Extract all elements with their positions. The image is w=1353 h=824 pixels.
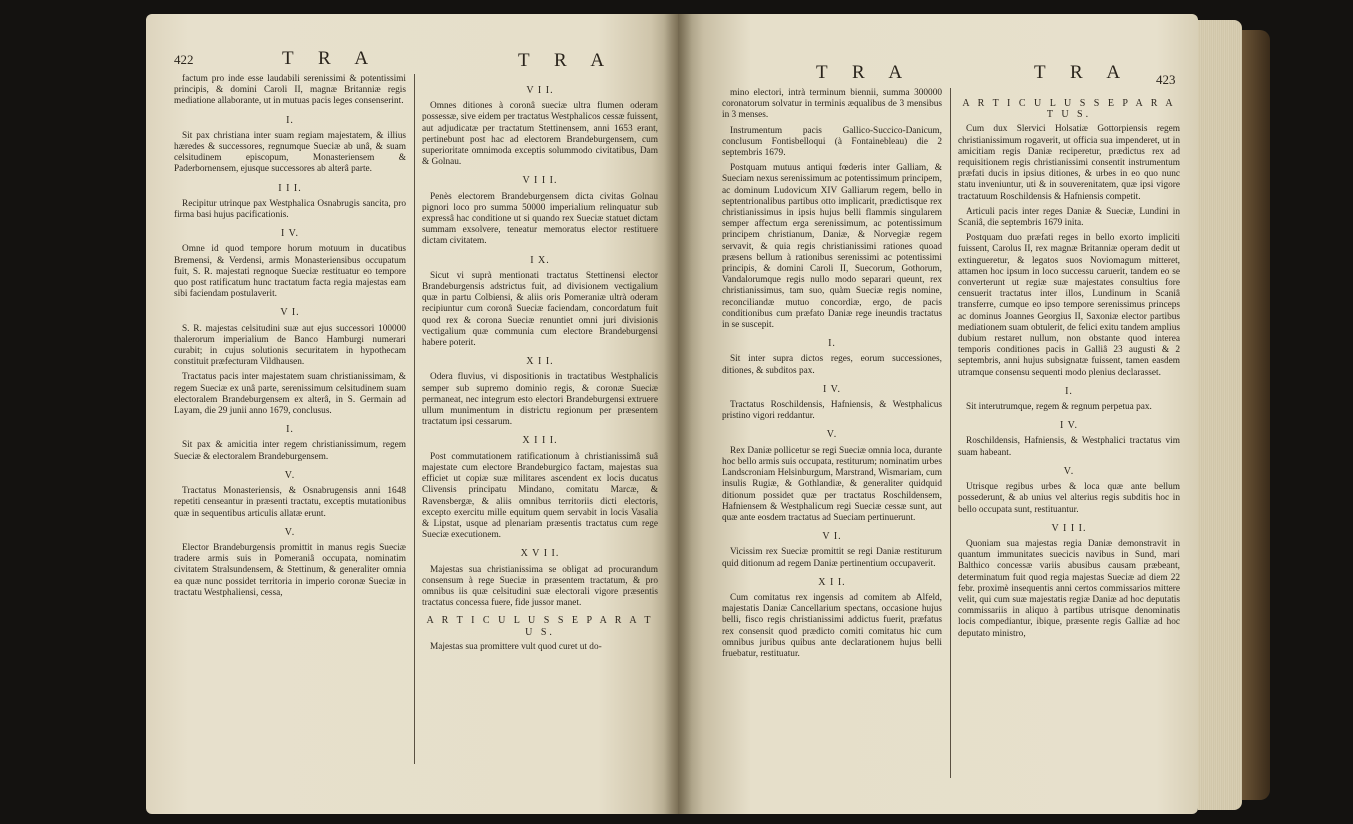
paragraph: Odera fluvius, vi dispositionis in tractatibus Westphalicis semper sub supremo dominio regis, & coronæ Sueciæ permaneat, nec integrum esto electori Brandeburgensi extruere ullum munimentum in districtu regionum per præsentem tractatum ipsi cessarum.: [422, 372, 658, 428]
paragraph: Articuli pacis inter reges Daniæ & Sueciæ, Lundini in Scaniâ, die septembris 1679 inita.: [958, 206, 1180, 229]
article-heading: X I I I.: [522, 435, 558, 447]
paragraph: Sit interutrumque, regem & regnum perpetua pax.: [966, 402, 1152, 413]
column-rule: [950, 88, 951, 778]
page-edges: [1198, 20, 1242, 810]
article-heading: I.: [286, 114, 294, 126]
article-heading: V I.: [280, 307, 300, 319]
paragraph: Majestas sua promittere vult quod curet ut do-: [430, 641, 602, 652]
article-heading: I V.: [1059, 420, 1079, 432]
paragraph: Omnes ditiones à coronâ sueciæ ultra flumen oderam possessæ, sive eidem per tractatus Westphalicos cessæ fuissent, aut adjudicatæ per tractatum Stettinensem, anni 1653 erant, pertinebunt post hac ad electorem Brandeburgensem, cum superioritate omnimoda exceptis solummodo civitatibus, Dam & Golnau.: [422, 101, 658, 168]
paragraph: Sit pax christiana inter suam regiam majestatem, & illius hæredes & successores, regnumque Sueciæ ab unâ, & suam celsitudinem episcopum, Monasteriensem & Paderbornensem, ejusque successores ab alterâ parte.: [174, 130, 406, 175]
article-heading: V I I I.: [1051, 522, 1087, 534]
paragraph: Postquam mutuus antiqui fœderis inter Galliam, & Sueciam nexus serenissimum ac potentissimum principem, ac dominum Ludovicum XIV Galliarum regem, bello in septentrionalibus partibus otto implicarit, prædictisque rex christianissimus in ipsis hujus belli flammis singularem semper affectum erga serenissimum, ac potentissimum principem christianum, Daniæ, & Norvegiæ regem servavit, & quia regis christianissimi rationes quoad præsens bellum à rationibus serenissimi ac potentissimi principis, & domini Caroli II, Suecorum, Gothorum, Vandalorumque regis nullo modo separari queunt, rex christianissimus, tam suo, quàm Sueciæ regis nomine, reconciliandæ mutuo concordiæ, ergo, de pacis conditionibus cum præfato Daniæ rege ineundis tractatus in se suscepit.: [722, 163, 942, 331]
paragraph: Rex Daniæ pollicetur se regi Sueciæ omnia loca, durante hoc bello armis suis occupata, restiturum; nominatim urbes Landscroniam Helsinburgum, Marstrand, Wismariam, cum insulis Rugiæ, & Gothlandiæ, & generaliter quidquid ditionum possidet quæ per tractatus Roschildensem, Hafniensem & Westphalicum regi Sueciæ cessæ sunt, aut quæ ante eosdem tractatus ad Sueciam pertinuerunt.: [722, 445, 942, 523]
paragraph: Vicissim rex Sueciæ promittit se regi Daniæ restiturum quid ditionum ad regem Daniæ pertinentium occupaverit.: [722, 547, 942, 569]
page-number-right: 423: [1156, 72, 1176, 87]
paragraph: Roschildensis, Hafniensis, & Westphalici tractatus vim suam habeant.: [958, 436, 1180, 458]
paragraph: S. R. majestas celsitudini suæ aut ejus successori 100000 thalerorum imperialium de Banco Hamburgi numerari curabit; in cujus solutionis securitatem in hypothecam constituit præfecturam Vildhausen.: [174, 323, 406, 368]
article-heading: I V.: [822, 383, 842, 395]
running-head-left-center: T R A: [518, 50, 615, 71]
article-heading: V I I.: [526, 85, 554, 96]
article-heading: I.: [286, 424, 294, 436]
paragraph: Quoniam sua majestas regia Daniæ demonstravit in quantum immunitates suecicis navibus in Sund, mari Balthico concessæ variis abusibus causam præbeant, determinatum fuit quod regia majestas Sueciæ ad diem 22 febr. proximè insequentis anni certos commissarios mittere velit, qui cum suæ majestatis regiæ Daniæ ad hoc deputatis commissariis in aliquo à partibus utrisque denominatis locis compediantur, ibique, præsente regis Galliæ ad hoc deputato ministro,: [958, 538, 1180, 639]
paragraph: Cum comitatus rex ingensis ad comitem ab Alfeld, majestatis Daniæ Cancellarium spectans, occasione hujus belli, fisco regis christianissimi addictus fuerit, præfatus rex consensit quod prædicto comiti comitatus hic cum omnibus juribus quibus ante declarationem hujus belli fruebatur, restituatur.: [722, 592, 942, 659]
paragraph: mino electori, intrà terminum biennii, summa 300000 coronatorum solvatur in terminis æqualibus de 3 mensibus in 3 menses.: [722, 88, 942, 121]
article-heading: X I I.: [818, 576, 846, 588]
page-number-left: 422: [174, 52, 194, 67]
paragraph: Recipitur utrinque pax Westphalica Osnabrugis sancita, pro firma basi hujus pacificationis.: [174, 198, 406, 221]
book-cover-edge: [1242, 30, 1270, 800]
running-head-left: T R A: [282, 48, 379, 69]
article-heading: V.: [284, 469, 296, 481]
right-column-2: [958, 92, 1180, 644]
article-heading: V I.: [822, 531, 842, 543]
left-column-2: [422, 78, 658, 657]
article-heading: X I I.: [526, 356, 554, 368]
column-rule: [414, 74, 415, 764]
article-heading: V.: [284, 526, 296, 538]
paragraph: Elector Brandeburgensis promittit in manus regis Sueciæ tradere armis suis in Pomeraniâ occupata, nominatim civitatem Stralsundensem, & Stettinum, & generaliter omnia ea quæ nunc possidet territoria in imperio coronæ Sueciæ in tractatu Westphaliensi, cessa,: [174, 542, 406, 598]
article-heading: X V I I.: [520, 548, 560, 560]
left-page: [146, 14, 678, 814]
article-heading: I X.: [530, 254, 550, 266]
article-heading: I V.: [280, 228, 300, 240]
separate-article-heading: A R T I C U L U S S E P A R A T U S.: [426, 615, 654, 638]
paragraph: Omne id quod tempore horum motuum in ducatibus Bremensi, & Verdensi, armis Monasteriensibus occupatum fuit, S. R. majestati regnoque Sueciæ restituatur eo tempore quo post ratificatum hunc tractatum facta regia majestas eam sibi faciendam postulaverit.: [174, 244, 406, 300]
paragraph: Instrumentum pacis Gallico-Succico-Danicum, conclusum Fontisbelloqui (à Fontainebleau) die 2 septembris 1679.: [722, 125, 942, 159]
article-heading: I.: [1065, 385, 1073, 397]
article-heading: V.: [1063, 465, 1075, 477]
paragraph: Utrisque regibus urbes & loca quæ ante bellum possederunt, & ab unius vel alterius regis subditis hoc in bello occupata sunt, restituantur.: [958, 482, 1180, 515]
paragraph: Cum dux Slervici Holsatiæ Gottorpiensis regem christianissimum rogaverit, ut officia sua impenderet, ut in amicitiam regis Daniæ reciperetur, prædictus rex ad requisitionem regis christianissimi consentit instrumentum præfati ducis in ipsius ditiones, & urbes in eo quo nunc statu inveniuntur, uti & in souverenitatem, quæ ipsi vigore tractatuum Roschildensis & Hafniensis competit.: [958, 124, 1180, 202]
paragraph: Postquam duo præfati reges in bello exorto impliciti fuissent, Carolus II, rex magnæ Britanniæ operam dedit ut extingueretur, & legatos suos Noviomagum mitteret, attamen hoc ipsum in loco successu caruerit, tandem eo se converterunt ut regiæ suæ majestates consultius fore censuerit tractatus inter illos, Lundinum in Scaniâ transferre, cumque eo ipso tempore serenissimus princeps ac dominus Joannes Georgius II, Saxoniæ elector partibus mediationem suam obtulerit, de felici exitu tandem amplius dubium restaret nullum, non obstante quod interea temporis conditiones pacis in Galliâ 23 augusti & 2 septembris, anni hujus subsignatæ fuissent, tamen easdem utramque consensu sequenti modo plenius declarasset.: [958, 233, 1180, 378]
right-column-1: [722, 88, 942, 664]
separate-article-heading: A R T I C U L U S S E P A R A T U S.: [962, 98, 1176, 121]
paragraph: Tractatus Monasteriensis, & Osnabrugensis anni 1648 repetiti censeantur in præsenti tractatu, exceptis mutationibus quæ in sequentibus articulis allatæ erunt.: [174, 486, 406, 519]
paragraph: Sicut vi suprà mentionati tractatus Stettinensi elector Brandeburgensis adstrictus fuit, ad divisionem vectigalium quæ in partu Colbiensi, & aliis oris Pomeraniæ ultrà oderam recipiuntur cum coronâ Sueciæ faciendam, concordatum fuit quod rex & corona Sueciæ renuntiet omni juri divisionis vectigalium quæ communia cum electore Brandeburgensi habere poterit.: [422, 270, 658, 349]
article-heading: I.: [828, 338, 836, 350]
paragraph: Majestas sua christianissima se obligat ad procurandum consensum à rege Sueciæ in præsentem tractatum, & pro omnibus iis quæ celsitudini suæ electorali vigore præsentis tractatus concessa fuere, fide jussor manet.: [422, 564, 658, 609]
article-heading: I I I.: [278, 182, 302, 194]
running-head-right-center: T R A: [816, 62, 913, 83]
paragraph: Tractatus pacis inter majestatem suam christianissimam, & regem Sueciæ ex unâ parte, serenissimum celsitudinem suam electoralem Brandeburgensem ex alterâ, in S. Germain ad Layam, die 29 junii anno 1679, conclusus.: [174, 372, 406, 417]
running-head-right: T R A: [1034, 62, 1131, 83]
article-heading: V.: [826, 429, 838, 441]
left-column-1: [174, 74, 406, 603]
paragraph: Sit pax & amicitia inter regem christianissimum, regem Sueciæ & electoralem Brandeburgensem.: [174, 440, 406, 462]
book-gutter: [664, 14, 692, 814]
paragraph: Penès electorem Brandeburgensem dicta civitas Golnau pignori loco pro summa 50000 imperialium relinquatur sub expressâ hac conditione ut si quando rex Sueciæ statuet dictam summam exsolvere, teneatur memoratus elector restituere dictam civitatem.: [422, 191, 658, 247]
right-page: [678, 14, 1198, 814]
paragraph: Tractatus Roschildensis, Hafniensis, & Westphalicus pristino vigori reddantur.: [722, 400, 942, 422]
paragraph: Post commutationem ratificationum à christianissimâ suâ majestate cum electore Brandeburgico factam, majestas sua efficiet ut copiæ suæ militares ascendent ex locis ducatus Clivensis principatu Mindano, comitatu Marcæ, & Ravensbergæ, & aliis omnibus territoriis dicti electoris, excepto exercitu mille equitum quem servabit in locis Vasalia & Lipstat, usque ad plenariam præsentis tractatus cum rege Sueciæ executionem.: [422, 451, 658, 541]
paragraph: Sit inter supra dictos reges, eorum successiones, ditiones, & subditos pax.: [722, 354, 942, 376]
paragraph: factum pro inde esse laudabili serenissimi & potentissimi principis, & domini Caroli II, magnæ Britanniæ regis mediatione allaborante, ut in mutuas pacis leges consenserint.: [174, 74, 406, 107]
article-heading: V I I I.: [522, 175, 558, 187]
